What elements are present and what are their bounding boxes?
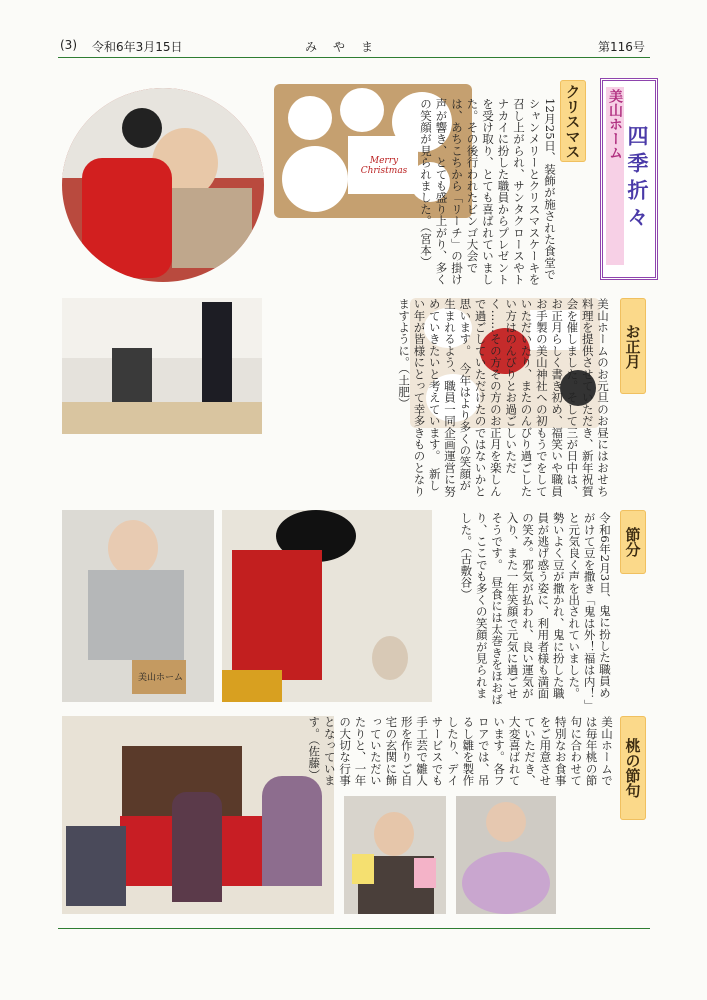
momo-author: （佐藤） [307,739,322,781]
christmas-author: （宮本） [419,226,433,268]
section-tag-momo: 桃の節句 [620,716,646,820]
logo-line-2: 四季折々 [625,125,649,233]
issue-date: 令和6年3月15日 [92,40,183,54]
photo-christmas-gift [62,88,264,282]
header-rule [58,57,650,58]
merry-christmas-card-text: Merry Christmas [360,156,408,176]
christmas-body: 12月25日、装飾が施された食堂でシャンメリーとクリスマスケーキを召し上がられ、サンタクロースやトナカイに扮した職員からプレゼントを受け取り、とても喜ばれていました。その後行われたビンゴ大会では、あちこちから「リーチ」の掛け声が響き、とても盛り上がり、多くの笑顔が見られました。 [419,98,557,286]
footer-rule [58,928,650,929]
logo-line-1: 美山ホーム [607,89,623,160]
setsubun-article [436,512,612,708]
setsubun-author: （古敷谷） [459,547,474,600]
section-tag-setsubun: 節分 [620,510,646,574]
new-year-article [110,298,610,498]
photo-setsubun-oni [222,510,432,702]
momo-body: 美山ホームでは毎年桃の節句に合わせて特別なお食事をご用意させていただき、大変喜ばれています。各フロアでは、吊るし雛を製作したり、デイサービスでも手工芸で雛人形を作りご自宅の玄関に飾っていただいたりと、一年の大切な行事となっています。 [307,716,614,787]
page-number: (3) [60,38,77,52]
photo-hina-craft-2 [456,796,556,914]
new-year-author: （土肥） [397,368,412,410]
new-year-body: 美山ホームのお元旦のお昼にはおせち料理を提供させていただき、新年祝賀会を催しました。そして三が日中は、お正月らしく書き初め、福笑いや職員お手製の美山神社への初もうでをしていただいたり、またのんびり過ごしたい方はのんびりとお過ごしいただく……その方その方のお正月を楽しんで過ごしていただけたのではないかと思います。 今年はより多くの笑顔が生まれるよう、職員一同企画運営に努めていきたいと考えています。 新しい年が皆様にとって幸多きものとなりますように。 [397,298,610,497]
issue-number: 第116号 [598,40,645,54]
series-logo [600,78,658,280]
section-tag-new-year: お正月 [620,298,646,394]
photo-hina-craft-1 [344,796,446,914]
christmas-article [272,98,557,290]
mass-box-label: 美山ホーム [138,673,184,683]
setsubun-body: 令和6年2月3日、鬼に扮した職員めがけて豆を撒き「鬼は外！福は内！」と元気良く声を出されていました。勢いよく豆が撒かれ、鬼に扮した職員が逃げ惑う姿に、利用者様も満面の笑み。邪気が払われ、良い運気が入り、また一年笑顔で元気に過ごせそうです。 昼食には太巻きをほおばり、ここでも多くの笑顔が見られました。 [459,512,612,706]
photo-setsubun-resident [62,510,214,702]
photo-hina-dolls [62,716,334,914]
newsletter-title: み や ま [305,40,376,54]
section-tag-christmas: クリスマス [560,80,586,162]
momo-article [307,716,614,796]
